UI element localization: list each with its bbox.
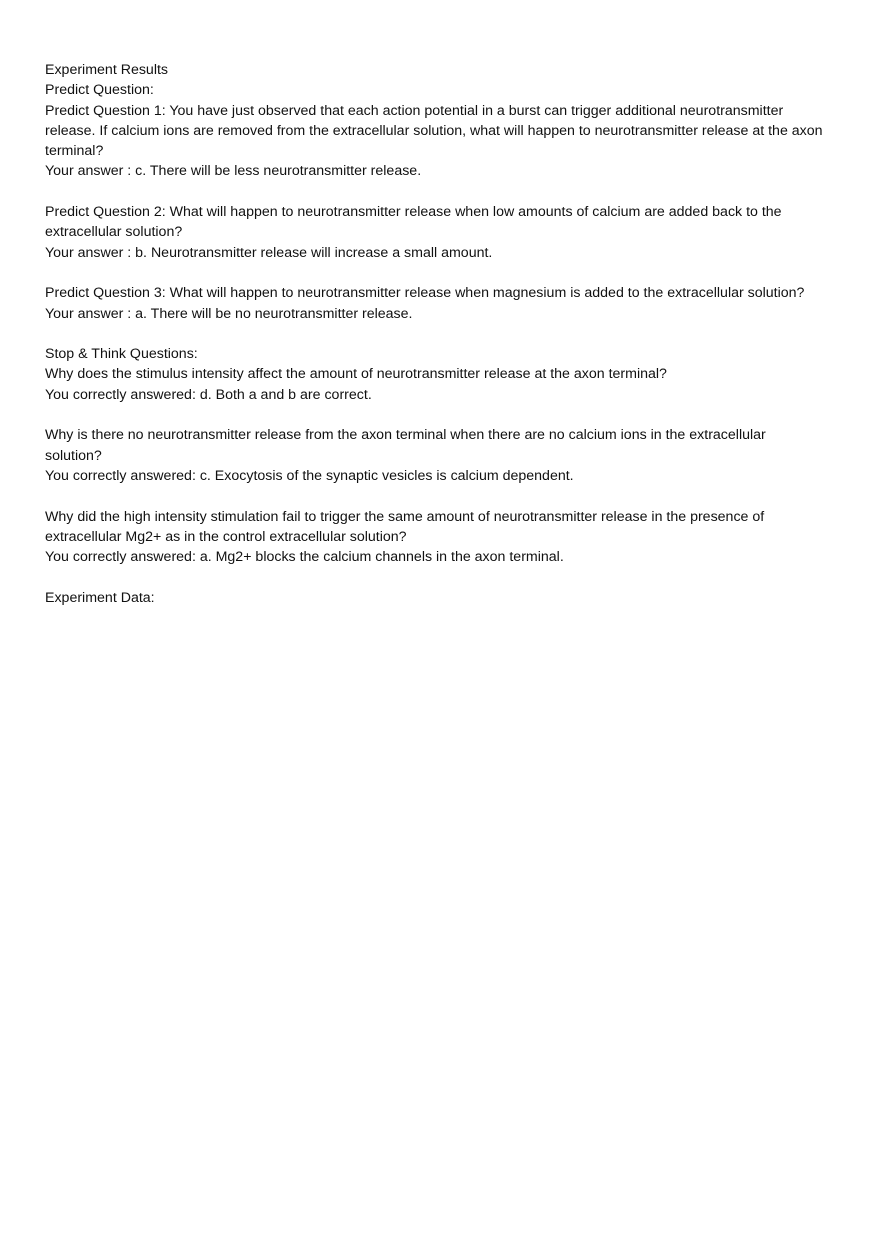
stop-question-2: Why is there no neurotransmitter release from the axon terminal when there are no calcium ions in the extracellular solution? <box>45 427 766 464</box>
predict-answer-2: Your answer : b. Neurotransmitter release will increase a small amount. <box>45 244 493 261</box>
stop-question-3: Why did the high intensity stimulation fail to trigger the same amount of neurotransmitter release in the presence of extracellular Mg2+ as in the control extracellular solution? <box>45 508 765 545</box>
experiment-results-document <box>45 60 840 608</box>
stop-question-1: Why does the stimulus intensity affect the amount of neurotransmitter release at the axon terminal? <box>45 366 667 383</box>
stop-answer-3: You correctly answered: a. Mg2+ blocks the calcium channels in the axon terminal. <box>45 549 564 566</box>
document-title: Experiment Results <box>45 62 169 78</box>
stop-think-heading: Stop & Think Questions: <box>45 346 198 363</box>
predict-question-2: Predict Question 2: What will happen to neurotransmitter release when low amounts of calcium are added back to the extracellular solution? <box>45 204 782 241</box>
predict-answer-1: Your answer : c. There will be less neurotransmitter release. <box>45 163 422 180</box>
predict-question-3: Predict Question 3: What will happen to neurotransmitter release when magnesium is added to the extracellular solution? <box>45 285 805 302</box>
predict-answer-3: Your answer : a. There will be no neurotransmitter release. <box>45 305 413 322</box>
stop-answer-2: You correctly answered: c. Exocytosis of the synaptic vesicles is calcium dependent. <box>45 467 574 484</box>
predict-question-1: Predict Question 1: You have just observed that each action potential in a burst can trigger additional neurotransmitter release. If calcium ions are removed from the extracellular solution, what will happen to neurotransmitter release at the axon terminal? <box>45 102 823 160</box>
experiment-data-heading: Experiment Data: <box>45 589 155 606</box>
stop-answer-1: You correctly answered: d. Both a and b are correct. <box>45 386 372 403</box>
predict-heading: Predict Question: <box>45 82 154 99</box>
